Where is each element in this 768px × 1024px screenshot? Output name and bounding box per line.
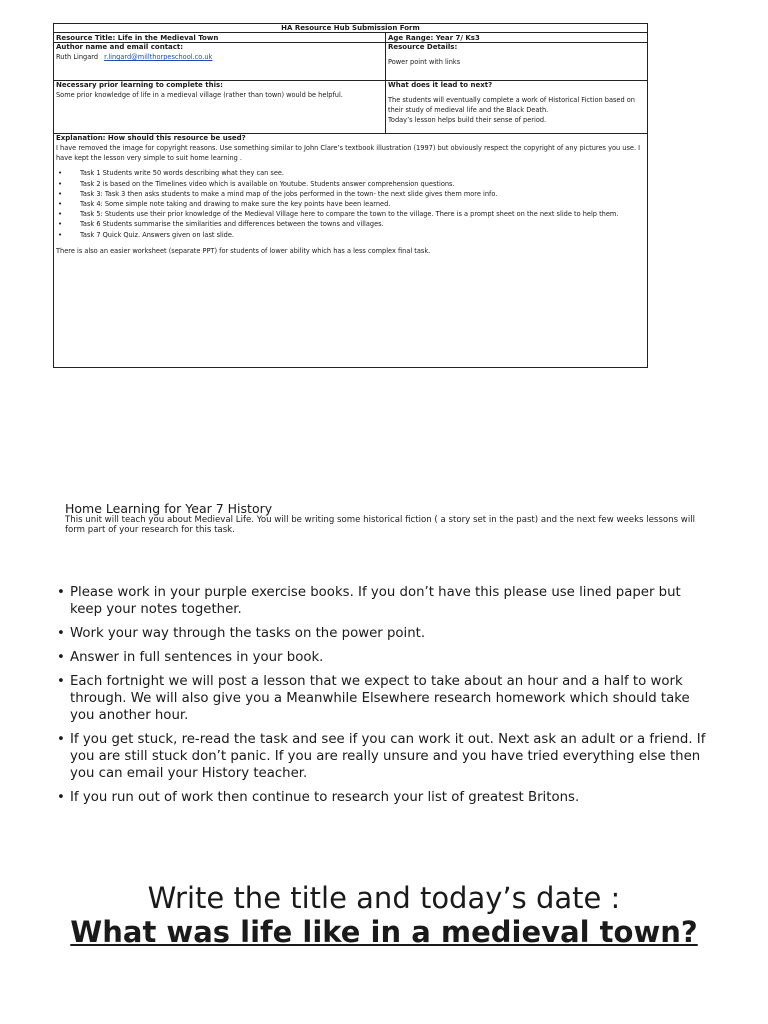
task-item: • Task 1 Students write 50 words describing what they can see. [56,168,645,178]
form-row-author [54,43,647,81]
instruction-item: • Each fortnight we will post a lesson that we expect to take about an hour and a half to work through. We will also give you a Meanwhile Elsewhere research homework which should take you another hour. [57,673,707,724]
task-item: • Task 5: Students use their prior knowledge of the Medieval Village here to compare the town to the village. There is a prompt sheet on the next slide to help them. [56,209,645,219]
write-title-heading: Write the title and today’s date : [147,881,621,915]
prior-label: Necessary prior learning to complete this: [56,81,223,89]
age-range: Age Range: Year 7/ Ks3 [388,34,480,42]
task-item: • Task 7 Quick Quiz. Answers given on last slide. [56,230,645,240]
details-value: Power point with links [388,58,461,66]
instruction-item: • Work your way through the tasks on the power point. [57,625,707,642]
explanation-section [54,134,647,256]
prior-value: Some prior knowledge of life in a medieval village (rather than town) would be helpful. [56,91,343,99]
task-item: • Task 4: Some simple note taking and drawing to make sure the key points have been learned. [56,199,645,209]
next-label: What does it lead to next? [388,81,493,89]
task-item: • Task 2 is based on the Timelines video which is available on Youtube. Students answer comprehension questions. [56,179,645,189]
instruction-item: • If you run out of work then continue to research your list of greatest Britons. [57,789,707,806]
submission-form [53,23,648,368]
task-list [56,168,645,239]
instruction-item: • Answer in full sentences in your book. [57,649,707,666]
form-row-title [54,33,647,43]
author-label: Author name and email contact: [56,43,184,51]
form-row-prior [54,81,647,134]
instruction-item: • If you get stuck, re-read the task and see if you can work it out. Next ask an adult or a friend. If you are still stuck don’t panic. If you are really unsure and you have tried everything else then you can email your History teacher. [57,731,707,782]
author-email-link[interactable]: r.lingard@millthorpeschool.co.uk [104,53,213,61]
next-value-1: The students will eventually complete a work of Historical Fiction based on their study of medieval life and the Black Death. [388,96,635,114]
lesson-question: What was life like in a medieval town? [70,915,698,949]
resource-title: Resource Title: Life in the Medieval Town [56,34,219,42]
form-title: HA Resource Hub Submission Form [54,24,647,33]
explain-text: I have removed the image for copyright reasons. Use something similar to John Clare’s textbook illustration (1997) but obviously respect the copyright of any pictures you use. I have kept the lesson very simple to suit home learning . [56,144,641,163]
author-name: Ruth Lingard [56,53,99,61]
explain-label: Explanation: How should this resource be used? [56,134,246,142]
instruction-list [57,584,707,813]
home-learning-subtitle: This unit will teach you about Medieval Life. You will be writing some historical fiction ( a story set in the past) and the next few weeks lessons will form part of your research for this task. [65,515,695,535]
details-label: Resource Details: [388,43,458,51]
home-learning-title: Home Learning for Year 7 History [65,501,273,516]
instruction-item: • Please work in your purple exercise books. If you don’t have this please use lined paper but keep your notes together. [57,584,707,618]
extra-note: There is also an easier worksheet (separate PPT) for students of lower ability which has a less complex final task. [56,246,431,255]
next-value-2: Today’s lesson helps build their sense of period. [388,116,547,124]
task-item: • Task 3: Task 3 then asks students to make a mind map of the jobs performed in the town- the next slide gives them more info. [56,189,645,199]
task-item: • Task 6 Students summarise the similarities and differences between the towns and villages. [56,219,645,229]
